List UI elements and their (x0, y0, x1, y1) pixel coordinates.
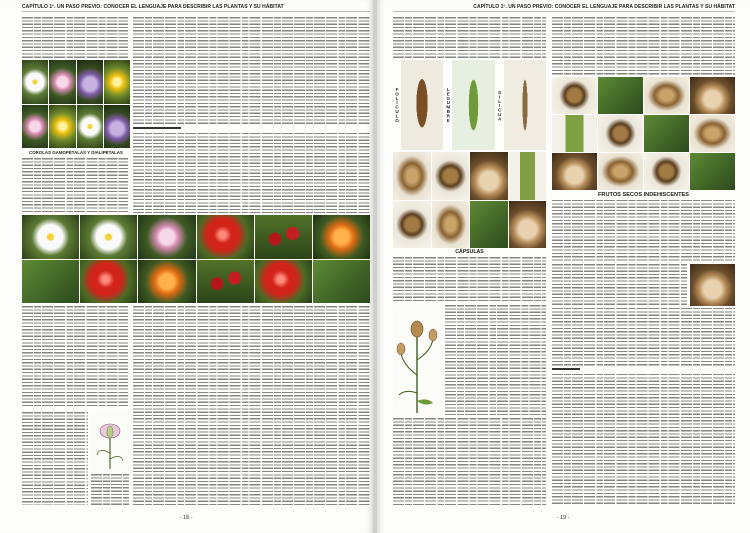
text-block (133, 133, 370, 213)
corollas-figure (22, 60, 130, 148)
capsule-photo (470, 201, 508, 249)
dry-fruit-photo (552, 153, 597, 190)
text-block (22, 158, 128, 213)
silique-cell (496, 60, 546, 150)
folicle-cell (393, 60, 443, 150)
folicle-label: FOLÍCULO (394, 87, 400, 123)
figure-caption-capsules: CÁPSULAS (455, 249, 484, 255)
dry-fruit-photo (598, 153, 643, 190)
dry-fruit-photo (644, 77, 689, 114)
fruit-photo (197, 215, 254, 259)
text-block (552, 200, 735, 262)
dry-fruit-photo (690, 153, 735, 190)
running-header-right: CAPÍTULO 1º. UN PASO PREVIO: CONOCER EL LENGUAJE PARA DESCRIBIR LAS PLANTAS Y SU HÁBITAT (473, 4, 735, 10)
fruit-photo (22, 260, 79, 304)
fruit-photo (313, 215, 370, 259)
text-block (91, 474, 129, 505)
fruit-photo (22, 215, 79, 259)
capsule-photo (509, 152, 547, 200)
fruit-photo (313, 260, 370, 304)
text-block (22, 412, 88, 505)
running-header-left: CAPÍTULO 1º. UN PASO PREVIO: CONOCER EL LENGUAJE PARA DESCRIBIR LAS PLANTAS Y SU HÁBITAT (22, 4, 284, 10)
fruit-photo (80, 215, 137, 259)
indehiscent-fruits-figure (552, 77, 735, 190)
capsule-photo (509, 201, 547, 249)
capsule-photo (432, 201, 470, 249)
corolla-photo (49, 105, 75, 149)
text-block (552, 264, 687, 306)
capsule-photo (432, 152, 470, 200)
dry-fruit-photo (552, 115, 597, 152)
flower-diagram-drawing (91, 413, 129, 471)
text-block (393, 418, 546, 505)
dry-fruit-photo (644, 115, 689, 152)
text-block (133, 306, 370, 505)
text-block (393, 17, 546, 58)
plant-illustration (393, 305, 441, 415)
dry-fruit-photo (552, 77, 597, 114)
text-block (552, 308, 735, 366)
text-block (552, 374, 735, 505)
figure-caption-indehiscent: FRUTOS SECOS INDEHISCENTES (598, 191, 689, 198)
fruit-photo (138, 260, 195, 304)
dry-fruit-photo (598, 115, 643, 152)
fruit-photo (80, 260, 137, 304)
legume-photo (452, 60, 494, 150)
fruit-photo (255, 215, 312, 259)
flower-diagram (91, 413, 129, 471)
seed-in-hand-photo (690, 264, 735, 306)
dry-fruit-photo (690, 115, 735, 152)
capsules-figure (393, 152, 546, 248)
dry-fruit-photo (690, 77, 735, 114)
text-block (552, 17, 735, 75)
corolla-photo (77, 105, 103, 149)
capsule-photo (470, 152, 508, 200)
text-block (22, 306, 128, 408)
corolla-photo (104, 105, 130, 149)
header-rule (393, 11, 735, 12)
left-page (0, 0, 373, 533)
text-block (22, 17, 128, 58)
silique-photo (504, 60, 546, 150)
dry-fruit-photo (644, 153, 689, 190)
corolla-photo (49, 60, 75, 104)
silique-label: SILICUA (497, 89, 503, 121)
corolla-photo (104, 60, 130, 104)
fruit-photo (255, 260, 312, 304)
dehiscent-fruits-figure (393, 60, 546, 150)
text-block (133, 17, 370, 125)
fruit-photo (197, 260, 254, 304)
text-block (445, 305, 546, 415)
capsule-photo (393, 152, 431, 200)
fruit-photo (138, 215, 195, 259)
dry-fruit-photo (598, 77, 643, 114)
corolla-photo (22, 105, 48, 149)
text-block (393, 257, 546, 302)
legume-cell (444, 60, 494, 150)
section-heading (552, 368, 580, 370)
fruits-figure (22, 215, 370, 303)
plant-illustration-drawing (393, 305, 441, 415)
legume-label: LEGUMBRE (445, 87, 451, 123)
corolla-photo (77, 60, 103, 104)
folicle-photo (401, 60, 443, 150)
figure-caption-corollas: COROLAS GAMOPÉTALAS Y DIALIPÉTALAS (29, 149, 123, 155)
page-number-right: - 19 - (556, 515, 570, 521)
header-rule (22, 11, 370, 12)
capsule-photo (393, 201, 431, 249)
right-page (377, 0, 750, 533)
page-number-left: - 18 - (179, 515, 193, 521)
corolla-photo (22, 60, 48, 104)
section-heading (133, 127, 181, 129)
